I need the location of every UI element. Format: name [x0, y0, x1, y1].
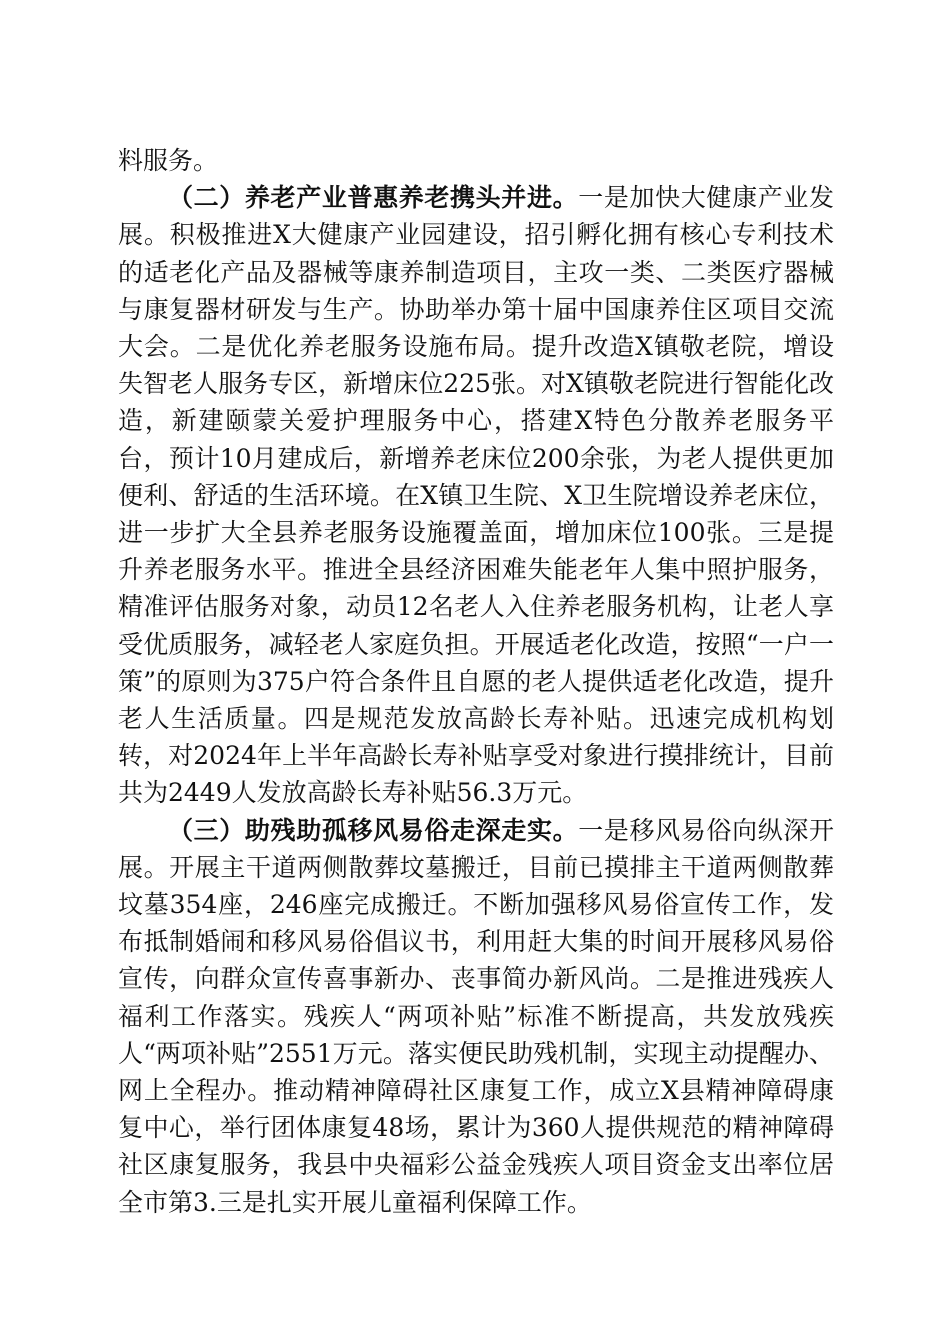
paragraph-text: 料服务。 [118, 146, 219, 175]
paragraph-text: 一是加快大健康产业发展。积极推进X大健康产业园建设，招引孵化拥有核心专利技术的适老化产品及器械等康养制造项目，主攻一类、二类医疗器械与康复器材研发与生产。协助举办第十届中国康养住区项目交流大会。二是优化养老服务设施布局。提升改造X镇敬老院，增设失智老人服务专区，新增床位225张。对X镇敬老院进行智能化改造，新建颐蒙关爱护理服务中心，搭建X特色分散养老服务平台，预计10月建成后，新增养老床位200余张，为老人提供更加便利、舒适的生活环境。在X镇卫生院、X卫生院增设养老床位，进一步扩大全县养老服务设施覆盖面，增加床位100张。三是提升养老服务水平。推进全县经济困难失能老年人集中照护服务，精准评估服务对象，动员12名老人入住养老服务机构，让老人享受优质服务，减轻老人家庭负担。开展适老化改造，按照“一户一策”的原则为375户符合条件且自愿的老人提供适老化改造，提升老人生活质量。四是规范发放高龄长寿补贴。迅速完成机构划转，对2024年上半年高龄长寿补贴享受对象进行摸排统计，目前共为2449人发放高龄长寿补贴56.3万元。 [118, 183, 834, 808]
paragraph-continuation [118, 142, 834, 179]
paragraph-elderly-care [118, 179, 834, 811]
document-body [118, 142, 834, 1221]
paragraph-disability-assistance [118, 812, 834, 1221]
paragraph-text: 一是移风易俗向纵深开展。开展主干道两侧散葬坟墓搬迁，目前已摸排主干道两侧散葬坟墓354座，246座完成搬迁。不断加强移风易俗宣传工作，发布抵制婚闹和移风易俗倡议书，利用赶大集的时间开展移风易俗宣传，向群众宣传喜事新办、丧事简办新风尚。二是推进残疾人福利工作落实。残疾人“两项补贴”标准不断提高，共发放残疾人“两项补贴”2551万元。落实便民助残机制，实现主动提醒办、网上全程办。推动精神障碍社区康复工作，成立X县精神障碍康复中心，举行团体康复48场，累计为360人提供规范的精神障碍社区康复服务，我县中央福彩公益金残疾人项目资金支出率位居全市第3.三是扎实开展儿童福利保障工作。 [118, 815, 834, 1217]
section-heading-elderly-care: （二）养老产业普惠养老携头并进。 [168, 183, 579, 213]
section-heading-disability-assistance: （三）助残助孤移风易俗走深走实。 [168, 815, 579, 845]
